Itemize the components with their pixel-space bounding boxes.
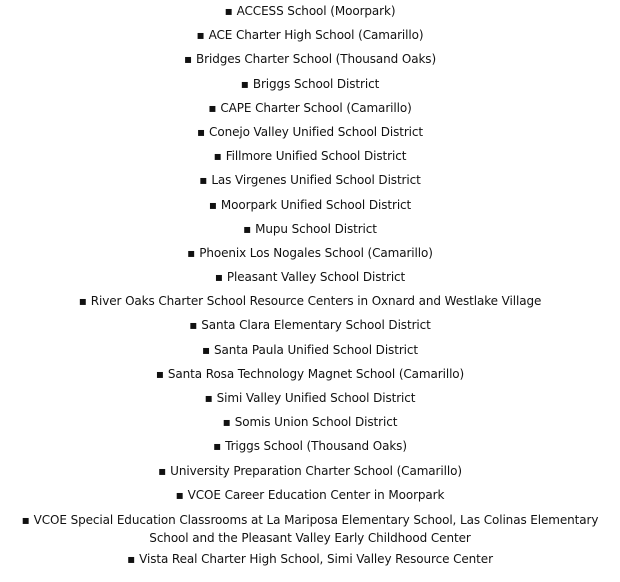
bullet-icon: ▪ xyxy=(214,270,223,285)
bullet-icon: ▪ xyxy=(213,439,222,454)
list-item xyxy=(0,463,620,479)
list-item xyxy=(0,221,620,237)
list-item xyxy=(0,3,620,19)
bullet-icon: ▪ xyxy=(187,245,196,260)
list-item xyxy=(0,366,620,382)
school-name: Santa Rosa Technology Magnet School (Camarillo) xyxy=(167,366,465,381)
list-item xyxy=(0,172,620,188)
list-item xyxy=(0,27,620,43)
bullet-icon: ▪ xyxy=(155,366,164,381)
school-name: Moorpark Unified School District xyxy=(220,197,412,212)
bullet-icon: ▪ xyxy=(175,487,184,502)
bullet-icon: ▪ xyxy=(224,4,233,18)
school-name: VCOE Special Education Classrooms at La Mariposa Elementary School, Las Colinas Elementary School and the Pleasant Valley Early Childhood Center xyxy=(33,512,599,545)
bullet-icon: ▪ xyxy=(208,100,217,115)
school-name: Somis Union School District xyxy=(234,415,398,430)
school-name: Phoenix Los Nogales School (Camarillo) xyxy=(199,245,433,260)
bullet-icon: ▪ xyxy=(201,342,211,357)
list-item xyxy=(0,148,620,164)
list-item xyxy=(0,124,620,140)
list-item xyxy=(0,76,620,92)
school-name: ACE Charter High School (Camarillo) xyxy=(208,28,424,43)
bullet-icon: ▪ xyxy=(208,197,217,212)
bullet-icon: ▪ xyxy=(21,512,30,527)
bullet-icon: ▪ xyxy=(197,124,206,139)
school-name: Conejo Valley Unified School District xyxy=(209,124,423,139)
bullet-icon: ▪ xyxy=(158,463,167,478)
bullet-icon: ▪ xyxy=(189,318,198,333)
list-item xyxy=(0,245,620,261)
bullet-icon: ▪ xyxy=(127,551,136,566)
school-name: ACCESS School (Moorpark) xyxy=(236,4,396,18)
school-name: Triggs School (Thousand Oaks) xyxy=(225,439,407,454)
school-name: Briggs School District xyxy=(252,76,380,91)
list-item xyxy=(0,51,620,67)
school-name: Fillmore Unified School District xyxy=(225,149,407,164)
list-item xyxy=(0,269,620,285)
list-item xyxy=(0,487,620,503)
school-name: CAPE Charter School (Camarillo) xyxy=(220,100,412,115)
school-name: Mupu School District xyxy=(255,221,377,236)
school-name: VCOE Career Education Center in Moorpark xyxy=(187,487,445,502)
bullet-icon: ▪ xyxy=(243,221,252,236)
bullet-icon: ▪ xyxy=(240,76,249,91)
bullet-icon: ▪ xyxy=(78,294,87,309)
list-item xyxy=(0,511,620,547)
school-name: River Oaks Charter School Resource Centers in Oxnard and Westlake Village xyxy=(90,294,542,309)
school-name: Pleasant Valley School District xyxy=(226,270,406,285)
bullet-icon: ▪ xyxy=(199,173,208,188)
school-name: Vista Real Charter High School, Simi Valley Resource Center xyxy=(139,551,493,566)
bullet-icon: ▪ xyxy=(196,28,205,43)
list-item xyxy=(0,438,620,454)
list-item xyxy=(0,197,620,213)
school-name: Santa Paula Unified School District xyxy=(214,342,418,357)
school-name: Las Virgenes Unified School District xyxy=(211,173,421,188)
list-item xyxy=(0,317,620,333)
list-item xyxy=(0,390,620,406)
bullet-icon: ▪ xyxy=(222,415,231,430)
list-item xyxy=(0,414,620,430)
list-item xyxy=(0,100,620,116)
school-name: Santa Clara Elementary School District xyxy=(201,318,431,333)
list-item xyxy=(0,551,620,567)
bullet-icon: ▪ xyxy=(213,149,222,164)
list-item xyxy=(0,293,620,309)
school-name: University Preparation Charter School (Camarillo) xyxy=(170,463,462,478)
school-name: Simi Valley Unified School District xyxy=(216,391,416,405)
bullet-icon: ▪ xyxy=(204,391,213,405)
bullet-icon: ▪ xyxy=(183,52,192,67)
school-name: Bridges Charter School (Thousand Oaks) xyxy=(196,52,437,67)
list-item xyxy=(0,342,620,358)
